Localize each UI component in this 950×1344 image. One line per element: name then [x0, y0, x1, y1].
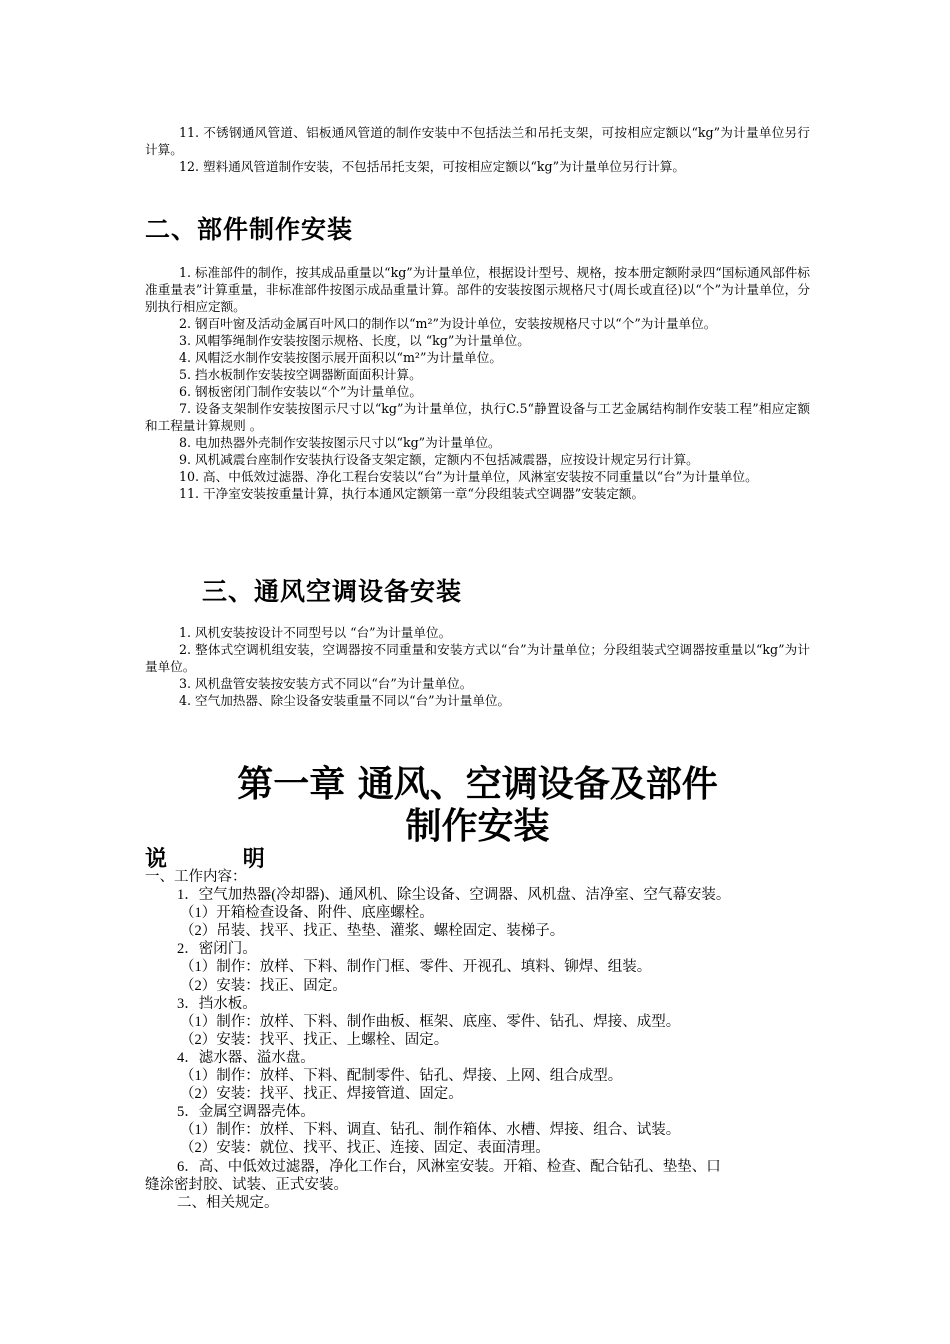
work-line: 6．高、中低效过滤器，净化工作台，风淋室安装。开箱、检查、配合钻孔、垫垫、口 — [177, 1158, 721, 1175]
paragraph-11: 11. 不锈钢通风管道、铝板通风管道的制作安装中不包括法兰和吊托支架，可按相应定额以“kg”为计量单位另行计算。 — [145, 125, 810, 157]
work-line: （1）制作：放样、下料、制作曲板、框架、底座、零件、钻孔、焊接、成型。 — [180, 1013, 681, 1030]
work-line: （2）安装：找平、找正、焊接管道、固定。 — [180, 1086, 463, 1103]
section2-list — [145, 264, 810, 502]
list-item: 1. 风机安装按设计不同型号以 “台”为计量单位。 — [179, 625, 452, 640]
section-heading-parts: 二、部件制作安装 — [145, 215, 354, 244]
list-item: 3. 风帽筝绳制作安装按图示规格、长度，以 “kg”为计量单位。 — [179, 333, 530, 348]
top-paragraphs — [145, 124, 810, 175]
list-item: 9. 风机减震台座制作安装执行设备支架定额，定额内不包括减震器，应按设计规定另行计算。 — [179, 452, 699, 467]
list-item: 5. 挡水板制作安装按空调器断面面积计算。 — [179, 367, 422, 382]
work-line: （2）安装：找平、找正、上螺栓、固定。 — [180, 1031, 449, 1048]
paragraph-12: 12. 塑料通风管道制作安装，不包括吊托支架，可按相应定额以“kg”为计量单位另行计算。 — [179, 159, 685, 174]
list-item: 4. 风帽泛水制作安装按图示展开面积以“m²”为计量单位。 — [179, 350, 502, 365]
list-item: 10. 高、中低效过滤器、净化工程台安装以“台”为计量单位，风淋室安装按不同重量以“台”为计量单位。 — [179, 469, 758, 484]
chapter-title-line1: 第一章 通风、空调设备及部件 — [237, 764, 718, 805]
work-line: 缝涂密封胶、试装、正式安装。 — [145, 1176, 348, 1193]
list-item: 6. 钢板密闭门制作安装以“个”为计量单位。 — [179, 384, 422, 399]
list-item: 8. 电加热器外壳制作安装按图示尺寸以“kg”为计量单位。 — [179, 435, 501, 450]
list-item: 4. 空气加热器、除尘设备安装重量不同以“台”为计量单位。 — [179, 693, 511, 708]
list-item: 7. 设备支架制作安装按图示尺寸以“kg”为计量单位，执行C.5“静置设备与工艺金属结构制作安装工程”相应定额和工程量计算规则 。 — [145, 401, 810, 433]
work-line: （1）开箱检查设备、附件、底座螺栓。 — [180, 905, 434, 922]
work-line: 2．密闭门。 — [177, 941, 257, 958]
list-item: 2. 整体式空调机组安装，空调器按不同重量和安装方式以“台”为计量单位；分段组装式空调器按重量以“kg”为计量单位。 — [145, 642, 810, 674]
work-line: （2）安装：就位、找平、找正、连接、固定、表面清理。 — [180, 1140, 550, 1157]
work-line: 一、工作内容： — [145, 869, 247, 885]
work-line: （2）吊装、找平、找正、垫垫、灌浆、螺栓固定、装梯子。 — [180, 923, 565, 940]
work-line: 1．空气加热器(冷却器)、通风机、除尘设备、空调器、风机盘、洁净室、空气幕安装。 — [177, 887, 731, 904]
list-item: 1. 标准部件的制作，按其成品重量以“kg”为计量单位，根据设计型号、规格，按本册定额附录四“国标通风部件标准重量表”计算重量，非标准部件按图示成品重量计算。部件的安装按图示规格尺寸(周长或直径)以“个”为计量单位，分别执行相应定额。 — [145, 265, 810, 314]
work-content — [145, 868, 825, 1212]
work-line: （1）制作：放样、下料、制作门框、零件、开视孔、填料、铆焊、组装。 — [180, 959, 652, 976]
section-heading-equipment: 三、通风空调设备安装 — [202, 577, 463, 606]
work-line: 4．滤水器、溢水盘。 — [177, 1049, 315, 1066]
work-line: 5．金属空调器壳体。 — [177, 1104, 315, 1121]
work-line: 二、相关规定。 — [177, 1194, 279, 1211]
section3-list — [145, 624, 810, 709]
list-item: 2. 钢百叶窗及活动金属百叶风口的制作以“m²”为设计单位，安装按规格尺寸以“个”为计量单位。 — [179, 316, 717, 331]
work-line: 3．挡水板。 — [177, 995, 257, 1012]
explanation-char-2: 明 — [242, 847, 265, 872]
work-line: （1）制作：放样、下料、配制零件、钻孔、焊接、上网、组合成型。 — [180, 1068, 623, 1085]
work-line: （1）制作：放样、下料、调直、钻孔、制作箱体、水槽、焊接、组合、试装。 — [180, 1122, 681, 1139]
explanation-char-1: 说 — [145, 847, 168, 872]
list-item: 3. 风机盘管安装按安装方式不同以“台”为计量单位。 — [179, 676, 473, 691]
list-item: 11. 干净室安装按重量计算，执行本通风定额第一章“分段组装式空调器”安装定额。 — [179, 486, 645, 501]
work-line: （2）安装：找正、固定。 — [180, 977, 347, 994]
chapter-title-line2: 制作安装 — [405, 806, 550, 847]
